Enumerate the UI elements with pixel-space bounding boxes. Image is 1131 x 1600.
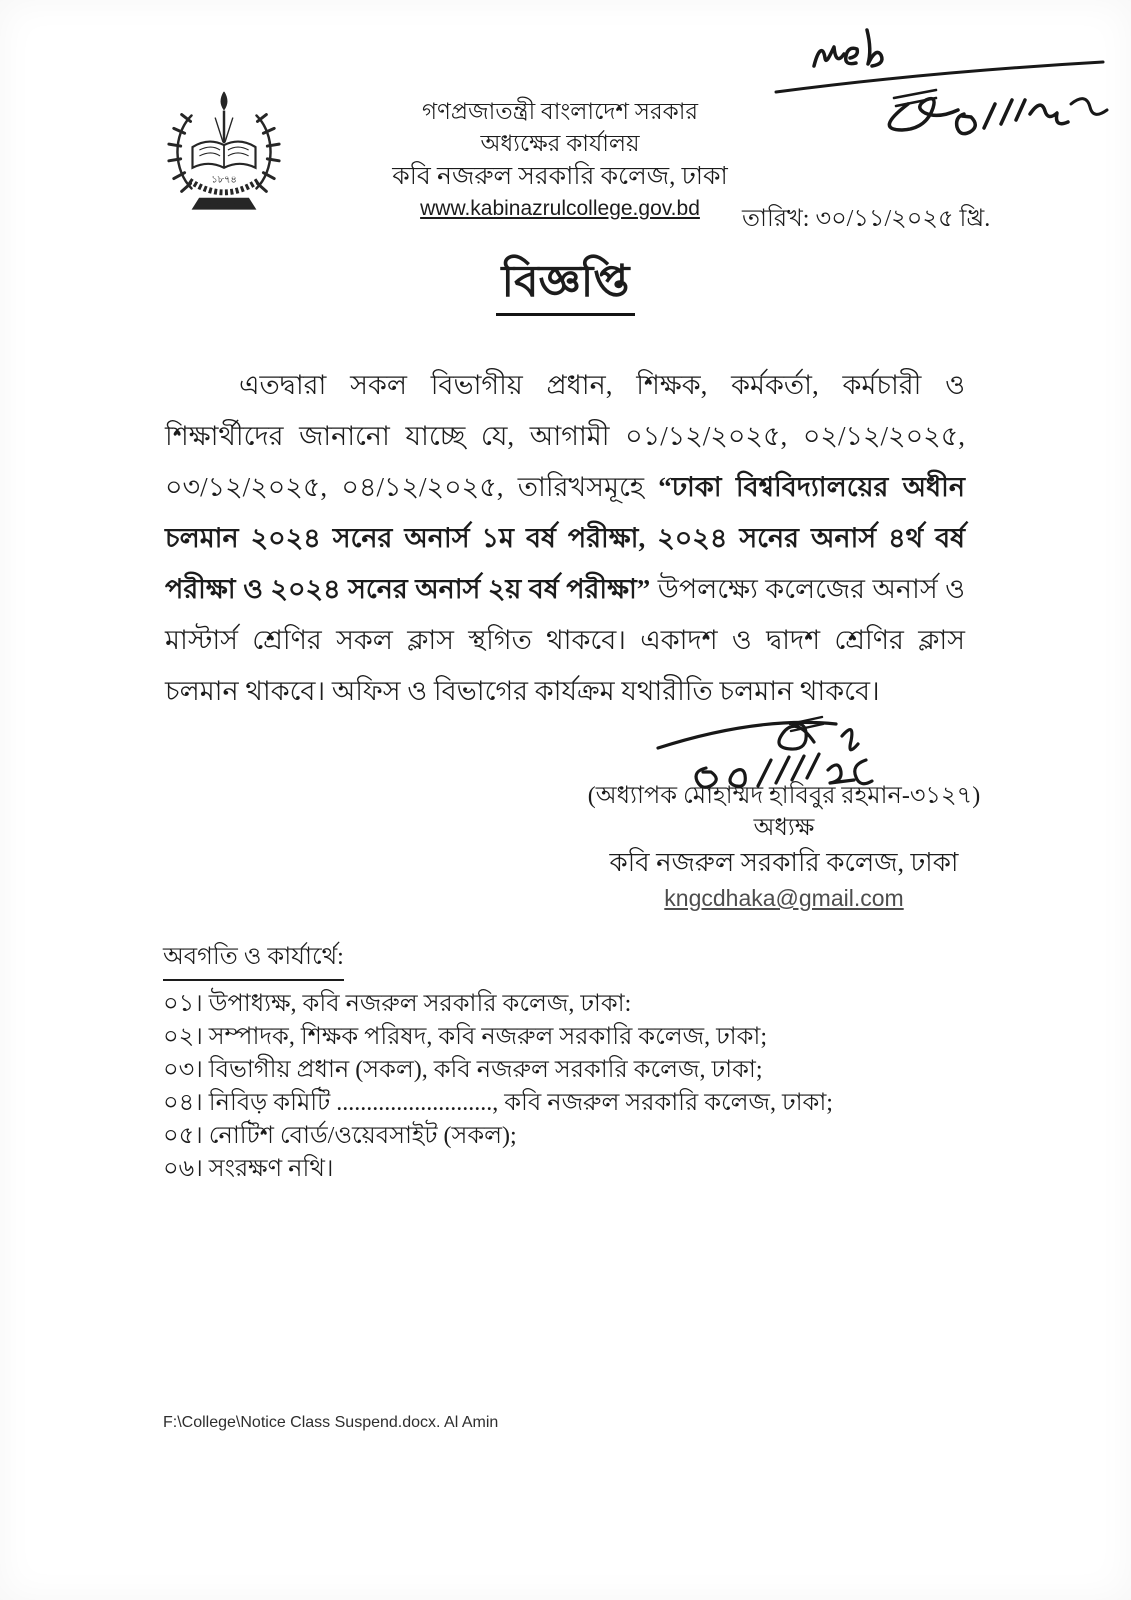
signatory-college: কবি নজরুল সরকারি কলেজ, ঢাকা xyxy=(609,848,959,877)
signatory-email: kngcdhaka@gmail.com xyxy=(664,885,904,911)
notice-date: তারিখ: ৩০/১১/২০২৫ খ্রি. xyxy=(742,206,991,232)
wreath-left-branch xyxy=(169,115,192,192)
letterhead-government: গণপ্রজাতন্ত্রী বাংলাদেশ সরকার xyxy=(421,99,699,124)
principal-signature xyxy=(618,698,963,790)
body-segment-1: এতদ্বারা সকল বিভাগীয় প্রধান, শিক্ষক, কর্মকর্তা, কর্মচারী ও শিক্ষার্থীদের জানানো যাচ্ছে যে, আগামী ০১/১২/২০২৫, ০২/১২/২০২৫, ০৩/১২/২০২৫, ০৪/১২/২০২৫, তারিখসমূহে xyxy=(165,370,965,502)
logo-year: ১৮৭৪ xyxy=(211,174,237,186)
letterhead-office: অধ্যক্ষের কার্যালয় xyxy=(480,131,640,156)
body-segment-3: উপলক্ষ্যে কলেজের অনার্স ও মাস্টার্স শ্রেণির সকল ক্লাস স্থগিত থাকবে। একাদশ ও দ্বাদশ শ্রেণির ক্লাস চলমান থাকবে। অফিস ও বিভাগের কার্যক্রম যথারীতি চলমান থাকবে। xyxy=(165,574,966,706)
wreath-right-branch xyxy=(256,115,279,192)
distribution-item-3: ০৩। বিভাগীয় প্রধান (সকল), কবি নজরুল সরকারি কলেজ, ঢাকা; xyxy=(163,1057,763,1083)
letterhead-website: www.kabinazrulcollege.gov.bd xyxy=(420,197,700,220)
letterhead xyxy=(345,96,775,225)
body-quoted-exams: “ঢাকা বিশ্ববিদ্যালয়ের অধীন চলমান ২০২৪ সনের অনার্স ১ম বর্ষ পরীক্ষা, ২০২৪ সনের অনার্স ৪র্থ বর্ষ পরীক্ষা ও ২০২৪ সনের অনার্স ২য় বর্ষ পরীক্ষা” xyxy=(165,472,965,604)
logo-ribbon xyxy=(192,198,255,209)
signatory-name: (অধ্যাপক মোহাম্মদ হাবিবুর রহমান-৩১২৭) xyxy=(587,783,981,809)
letterhead-college: কবি নজরুল সরকারি কলেজ, ঢাকা xyxy=(392,163,728,190)
open-book-icon xyxy=(192,142,255,168)
torch-icon xyxy=(215,92,233,143)
distribution-list xyxy=(163,938,883,1186)
notice-title-row xyxy=(0,256,1131,316)
file-path-footer: F:\College\Notice Class Suspend.docx. Al Amin xyxy=(163,1414,499,1431)
distribution-item-6: ০৬। সংরক্ষণ নথি। xyxy=(163,1156,334,1182)
notice-body xyxy=(165,360,965,717)
signatory-block xyxy=(558,780,1010,915)
college-logo xyxy=(160,86,288,216)
notice-title: বিজ্ঞপ্তি xyxy=(496,256,636,316)
distribution-item-4: ০৪। নিবিড় কমিটি .........................., কবি নজরুল সরকারি কলেজ, ঢাকা; xyxy=(163,1090,833,1116)
handwritten-web-annotation xyxy=(768,12,1118,147)
signatory-designation: অধ্যক্ষ xyxy=(753,815,815,841)
distribution-heading: অবগতি ও কার্যার্থে: xyxy=(163,938,344,981)
distribution-item-2: ০২। সম্পাদক, শিক্ষক পরিষদ, কবি নজরুল সরকারি কলেজ, ঢাকা; xyxy=(163,1024,768,1050)
distribution-item-1: ০১। উপাধ্যক্ষ, কবি নজরুল সরকারি কলেজ, ঢাকা: xyxy=(163,991,632,1017)
distribution-item-5: ০৫। নোটিশ বোর্ড/ওয়েবসাইট (সকল); xyxy=(163,1123,517,1149)
